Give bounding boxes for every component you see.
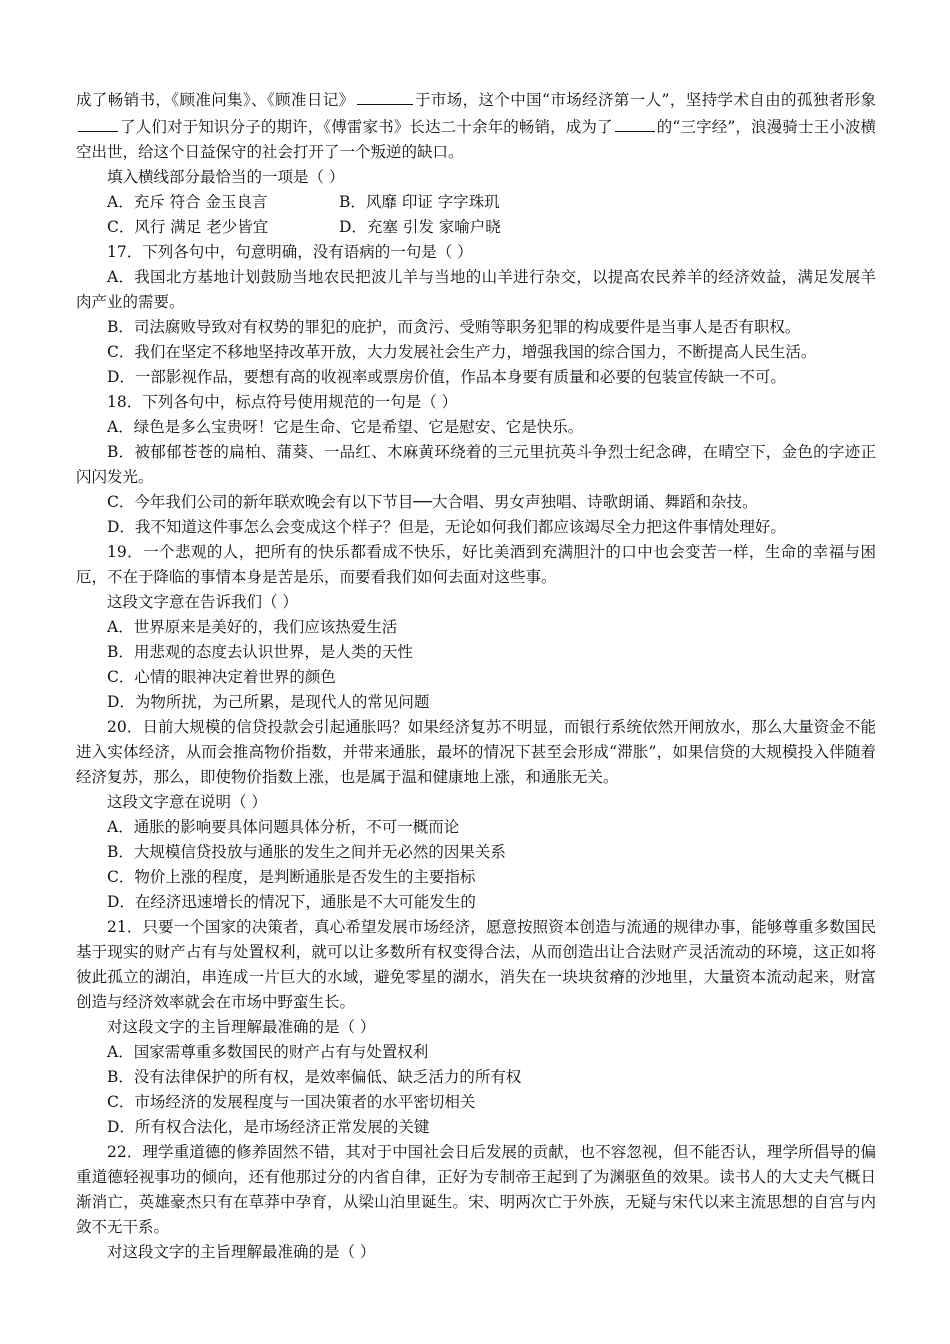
q20-prompt: 这段文字意在说明（ ） [107, 793, 267, 811]
blank-1 [357, 86, 413, 105]
blank-2 [78, 113, 118, 132]
q20-choice-c: C．物价上涨的程度，是判断通胀是否发生的主要指标 [107, 868, 476, 886]
q20-choice-a: A．通胀的影响要具体问题具体分析，不可一概而论 [107, 818, 460, 836]
q16-passage-part-3: 了人们对于知识分子的期许，《傅雷家书》长达二十余年的畅销，成为了 [120, 118, 613, 136]
q17-choice-a: A．我国北方基地计划鼓励当地农民把波儿羊与当地的山羊进行杂交，以提高农民养羊的经济效益，满足发展羊肉产业的需要。 [76, 268, 876, 311]
q16-passage [76, 86, 876, 165]
q16-choices-row-1 [76, 190, 876, 215]
q17-choice-c: C．我们在坚定不移地坚持改革开放，大力发展社会生产力，增强我国的综合国力，不断提高人民生活。 [107, 343, 817, 361]
q16-choice-a: A．充斥 符合 金玉良言 [107, 193, 268, 211]
q18-choice-a: A．绿色是多么宝贵呀！它是生命、它是希望、它是慰安、它是快乐。 [107, 418, 584, 436]
q17-choice-d: D．一部影视作品，要想有高的收视率或票房价值，作品本身要有质量和必要的包装宣传缺一不可。 [107, 368, 786, 386]
q20-stem: 20．日前大规模的信贷投款会引起通胀吗？如果经济复苏不明显，而银行系统依然开闸放水，那么大量资金不能进入实体经济，从而会推高物价指数，并带来通胀，最坏的情况下甚至会形成“滞胀”，如果信贷的大规模投入伴随着经济复苏，那么，即使物价指数上涨，也是属于温和健康地上涨，和通胀无关。 [76, 718, 876, 786]
q18-choice-d: D．我不知道这件事怎么会变成这个样子？但是，无论如何我们都应该竭尽全力把这件事情处理好。 [107, 518, 786, 536]
q21-choice-d: D．所有权合法化，是市场经济正常发展的关键 [107, 1118, 430, 1136]
q20-choice-d: D．在经济迅速增长的情况下，通胀是不大可能发生的 [107, 893, 476, 911]
q22-prompt: 对这段文字的主旨理解最准确的是（ ） [107, 1243, 376, 1261]
q19-choice-c: C．心情的眼神决定着世界的颜色 [107, 668, 336, 686]
q18-choice-b: B．被郁郁苍苍的扁柏、蒲葵、一品红、木麻黄环绕着的三元里抗英斗争烈士纪念碑，在晴空下，金色的字迹正闪闪发光。 [76, 443, 876, 486]
q19-stem: 19．一个悲观的人，把所有的快乐都看成不快乐，好比美酒到充满胆汁的口中也会变苦一样，生命的幸福与困厄，不在于降临的事情本身是苦是乐，而要看我们如何去面对这些事。 [76, 543, 876, 586]
blank-3 [615, 113, 655, 132]
document-page [76, 86, 876, 1265]
q17-choice-b: B．司法腐败导致对有权势的罪犯的庇护，而贪污、受贿等职务犯罪的构成要件是当事人是否有职权。 [107, 318, 801, 336]
q16-passage-part-2: 于市场，这个中国“市场经济第一人”，坚持学术自由的孤独者形象 [414, 91, 876, 109]
q16-passage-part-1: 成了畅销书，《顾准问集》、《顾准日记》 [76, 91, 355, 109]
q18-choice-c: C．今年我们公司的新年联欢晚会有以下节目──大合唱、男女声独唱、诗歌朗诵、舞蹈和杂技。 [107, 493, 758, 511]
q16-choice-c: C．风行 满足 老少皆宜 [107, 218, 269, 236]
q18-stem: 18．下列各句中，标点符号使用规范的一句是（ ） [107, 393, 458, 411]
q22-stem: 22．理学重道德的修养固然不错，其对于中国社会日后发展的贡献，也不容忽视，但不能否认，理学所倡导的偏重道德轻视事功的倾向，还有他那过分的内省自律，正好为专制帝王起到了为渊驱鱼的效果。读书人的大丈夫气概日渐消亡，英雄豪杰只有在草莽中孕育，从梁山泊里诞生。宋、明两次亡于外族，无疑与宋代以来主流思想的自宫与内敛不无干系。 [76, 1143, 876, 1236]
q16-choice-b: B．风靡 印证 字字珠玑 [339, 193, 500, 211]
q21-choice-a: A．国家需尊重多数国民的财产占有与处置权利 [107, 1043, 429, 1061]
q20-choice-b: B．大规模信贷投放与通胀的发生之间并无必然的因果关系 [107, 843, 506, 861]
q21-choice-c: C．市场经济的发展程度与一国决策者的水平密切相关 [107, 1093, 476, 1111]
q16-prompt: 填入横线部分最恰当的一项是（ ） [107, 168, 345, 186]
q16-choices-row-2 [76, 215, 876, 240]
q19-choice-d: D．为物所扰，为己所累，是现代人的常见问题 [107, 693, 430, 711]
q17-stem: 17．下列各句中，句意明确，没有语病的一句是（ ） [107, 243, 473, 261]
q19-prompt: 这段文字意在告诉我们（ ） [107, 593, 298, 611]
q16-choice-d: D．充塞 引发 家喻户晓 [339, 218, 501, 236]
q21-prompt: 对这段文字的主旨理解最准确的是（ ） [107, 1018, 376, 1036]
q21-stem: 21．只要一个国家的决策者，真心希望发展市场经济，愿意按照资本创造与流通的规律办事，能够尊重多数国民基于现实的财产占有与处置权利，就可以让多数所有权变得合法，从而创造出让合法财产灵活流动的环境，这正如将彼此孤立的湖泊，串连成一片巨大的水域，避免零星的湖水，消失在一块块贫瘠的沙地里，大量资本流动起来，财富创造与经济效率就会在市场中野蛮生长。 [76, 918, 876, 1011]
q16-passage-part-4: 的“三字经”，浪漫骑士王小波横空出世，给这个日益保守的社会打开了一个叛逆的缺口。 [76, 118, 876, 161]
q21-choice-b: B．没有法律保护的所有权，是效率偏低、缺乏活力的所有权 [107, 1068, 522, 1086]
q19-choice-b: B．用悲观的态度去认识世界，是人类的天性 [107, 643, 413, 661]
q19-choice-a: A．世界原来是美好的，我们应该热爱生活 [107, 618, 398, 636]
